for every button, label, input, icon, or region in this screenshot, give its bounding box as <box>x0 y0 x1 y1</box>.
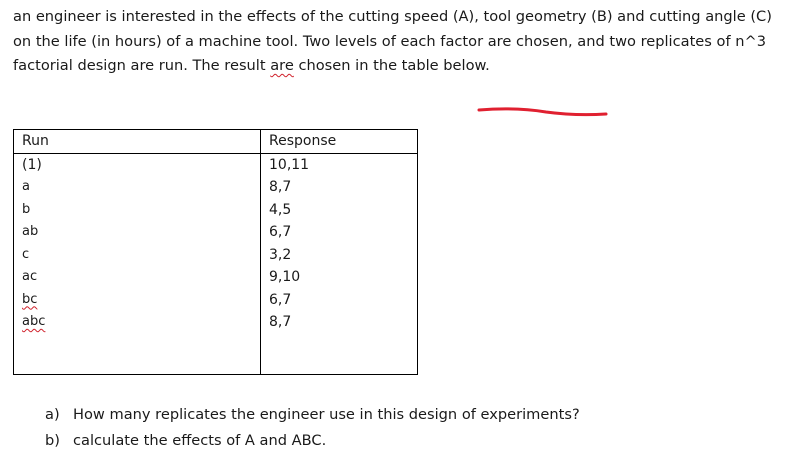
table-row <box>14 199 418 222</box>
spellcheck-flagged-run[interactable]: abc <box>22 314 46 329</box>
header-run: Run <box>14 130 261 154</box>
table-row <box>14 221 418 244</box>
question-label: a) <box>45 406 60 423</box>
response-cell: 3,2 <box>261 244 418 267</box>
question-b <box>45 428 580 454</box>
response-cell: 8,7 <box>261 176 418 199</box>
table-row <box>14 311 418 334</box>
table-row <box>14 266 418 289</box>
response-cell: 10,11 <box>261 153 418 176</box>
spellcheck-flagged-run[interactable]: bc <box>22 291 38 307</box>
statement-line-2: on the life (in hours) of a machine tool. Two levels of each factor are chosen, and two replicates of n^3 <box>13 32 766 50</box>
table-row <box>14 289 418 312</box>
statement-line-3-start: factorial design are run. The result <box>13 57 271 74</box>
question-text: How many replicates the engineer use in this design of experiments? <box>73 406 580 423</box>
header-response: Response <box>261 130 418 154</box>
question-list <box>45 402 580 454</box>
question-text: calculate the effects of A and ABC. <box>73 432 327 449</box>
spellcheck-flagged-word[interactable]: are <box>270 57 294 74</box>
table-row <box>14 153 418 176</box>
response-cell: 9,10 <box>261 266 418 289</box>
question-a <box>45 402 580 428</box>
run-cell: (1) <box>14 153 261 176</box>
response-cell: 6,7 <box>261 221 418 244</box>
run-cell: a <box>14 176 261 199</box>
statement-line-3-end: chosen in the table below. <box>293 57 490 74</box>
run-cell: c <box>14 244 261 267</box>
run-cell: ab <box>14 221 261 244</box>
empty-cell <box>14 334 261 375</box>
question-label: b) <box>45 432 60 449</box>
red-annotation-stroke <box>476 104 610 120</box>
response-cell: 6,7 <box>261 289 418 312</box>
empty-cell <box>261 334 418 375</box>
response-cell: 4,5 <box>261 199 418 222</box>
run-cell: b <box>14 199 261 222</box>
statement-line-1: an engineer is interested in the effects of the cutting speed (A), tool geometry (B) and cutting angle (C) <box>13 8 772 25</box>
statement-line-3 <box>13 54 798 79</box>
run-cell <box>14 311 261 334</box>
table-row <box>14 244 418 267</box>
response-cell: 8,7 <box>261 311 418 334</box>
problem-statement <box>13 5 798 79</box>
data-table <box>13 129 418 375</box>
table-empty-row <box>14 334 418 375</box>
run-cell: ac <box>14 266 261 289</box>
run-cell <box>14 289 261 312</box>
table-row <box>14 176 418 199</box>
table-header-row <box>14 130 418 154</box>
